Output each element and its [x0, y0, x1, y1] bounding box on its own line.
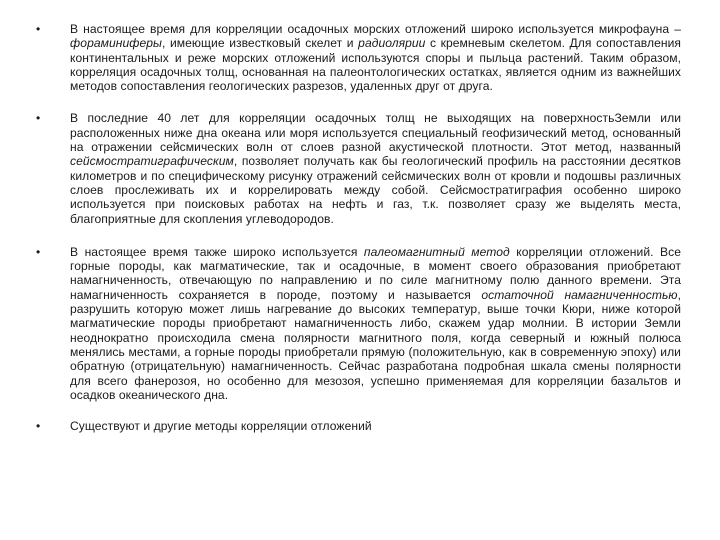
text-segment: В последние 40 лет для корреляции осадочных толщ не выходящих на поверхностьЗемли или расположенных ниже дна океана или моря используется специальный геофизический метод, основанный на отражении сейсмических волн от слоев разной акустической плотности. Этот метод, названный [70, 111, 681, 155]
term-remanent-magnetization: остаточной намагниченностью [481, 287, 678, 302]
bullet-item-paleomagnetic [36, 245, 681, 402]
term-seismostratigraphic: сейсмостратиграфическим [70, 154, 234, 169]
paragraph-paleomagnetic [70, 245, 681, 402]
bullet-list [36, 22, 681, 451]
text-segment: , имеющие известковый скелет и [162, 36, 359, 51]
paragraph-seismostratigraphy [70, 111, 681, 225]
text-segment: , разрушить которую может лишь нагревание до высоких температур, выше точки Кюри, ниже которой магматические породы приобретают намагниченность либо, скажем удар молнии. В истории Земли неоднократно происходила смена полярности магнитного поля, когда северный и южный полюса менялись местами, а горные породы приобретали прямую (положительную, как в современную эпоху) или обратную (отрицательную) намагниченность. Сейчас разработана подробная шкала смены полярности для всего фанерозоя, но особенно для мезозоя, успешно применяемая для корреляции базальтов и осадков океанического дна. [70, 287, 681, 402]
text-segment: В настоящее время для корреляции осадочных морских отложений широко используется микрофауна – [70, 22, 681, 36]
bullet-item-microfauna [36, 22, 681, 93]
text-segment: В настоящее время также широко используется [70, 244, 364, 259]
bullet-marker: • [36, 111, 41, 126]
bullet-marker: • [36, 244, 41, 259]
text-segment: корреляции отложений. Все горные породы, как магматические, так и осадочные, в момент своего образования приобретают намагниченность, отвечающую по направлению и по силе магнитному полю данного времени. Эта намагниченность сохраняется в породе, поэтому и называется [70, 244, 681, 302]
paragraph-microfauna [70, 22, 681, 93]
term-foraminifera: фораминиферы [70, 36, 163, 51]
text-segment: , позволяет получать как бы геологический профиль на расстоянии десятков километров и по специфическому рисунку отражений сейсмических волн от кровли и подошвы различных слоев прослеживать их и коррелировать между собой. Сейсмостратиграфия особенно широко используется при поисковых работах на нефть и газ, т.к. позволяет сразу же выделять места, благоприятные для скопления углеводородов. [70, 154, 681, 226]
bullet-item-other-methods [36, 419, 681, 433]
term-paleomagnetic-method: палеомагнитный метод [363, 244, 510, 259]
term-radiolaria: радиолярии [358, 36, 426, 51]
bullet-item-seismostratigraphy [36, 111, 681, 225]
bullet-marker: • [36, 419, 41, 434]
paragraph-other-methods [70, 419, 372, 433]
bullet-marker: • [36, 22, 41, 36]
text-segment: Существуют и другие методы корреляции отложений [70, 419, 372, 434]
text-segment: с кремневым скелетом. Для сопоставления континентальных и реже морских отложений используются споры и пыльца растений. Таким образом, корреляция осадочных толщ, основанная на палеонтологических остатках, является одним из важнейших методов сопоставления геологических разрезов, удаленных друг от друга. [70, 36, 681, 94]
